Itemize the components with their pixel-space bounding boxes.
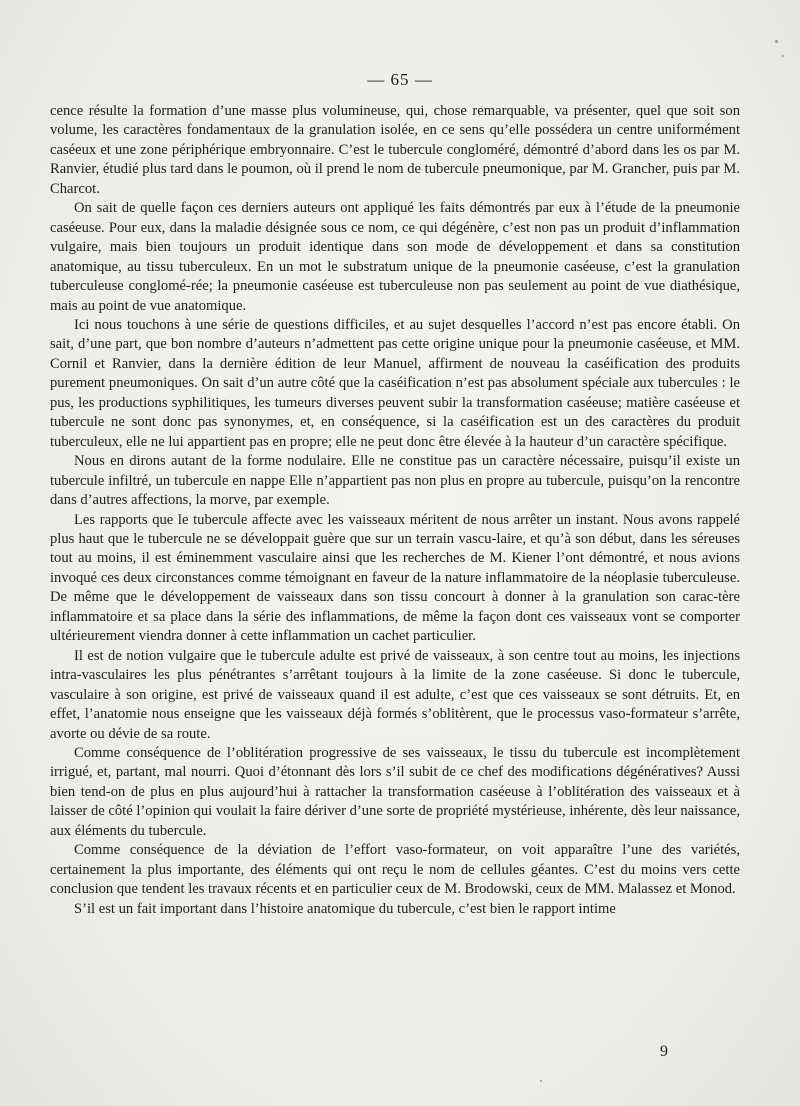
paragraph-7: Comme conséquence de l’oblitération progressive de ses vaisseaux, le tissu du tubercule est incomplètement irrigué, et, partant, mal nourri. Quoi d’étonnant dès lors s’il subit de ce chef des modifications dégénératives? Aussi bien tend-on de plus en plus aujourd’hui à rattacher la transformation caséeuse à l’oblitération des vaisseaux et à laisser de côté l’opinion qui voulait la faire dériver d’une sorte de propriété mystérieuse, inhérente, dès leur naissance, aux éléments du tubercule. — [50, 744, 740, 839]
paragraph-6: Il est de notion vulgaire que le tubercule adulte est privé de vaisseaux, à son centre tout au moins, les injections intra-vasculaires les plus pénétrantes s’arrêtant toujours à la limite de la zone caséeuse. Si donc le tubercule, vasculaire à son origine, est privé de vaisseaux quand il est adulte, c’est que ces vaisseaux se sont détruits. Et, en effet, l’anatomie nous enseigne que les vaisseaux déjà formés s’oblitèrent, que le processus vaso-formateur s’arrête, avorte ou dévie de sa route. — [50, 647, 740, 742]
body-text — [50, 102, 740, 919]
paragraph-1: cence résulte la formation d’une masse plus volumineuse, qui, chose remarquable, va présenter, quel que soit son volume, les caractères fondamentaux de la granulation isolée, en ce sens qu’elle possédera un centre uniformément caséeux et une zone périphérique embryonnaire. C’est le tubercule congloméré, démontré d’abord dans les os par M. Ranvier, étudié plus tard dans le poumon, où il prend le nom de tubercule pneumonique, par M. Grancher, puis par M. Charcot. — [50, 103, 740, 197]
paragraph-3: Ici nous touchons à une série de questions difficiles, et au sujet desquelles l’accord n’est pas encore établi. On sait, d’une part, que bon nombre d’auteurs n’admettent pas cette origine unique pour la pneumonie caséeuse, et MM. Cornil et Ranvier, dans la dernière édition de leur Manuel, affirment de nouveau la caséification des produits purement pneumoniques. On sait d’un autre côté que la caséification n’est pas absolument spéciale aux tubercules : le pus, les productions syphilitiques, les tumeurs diverses peuvent subir la transformation caséeuse; matière caséeuse et tubercule ne sont donc pas synonymes, et, en conséquence, si la caséification est un des caractères du produit tuberculeux, elle ne lui appartient pas en propre; elle ne peut donc être élevée à la hauteur d’un caractère spécifique. — [50, 316, 740, 450]
paper-speck — [782, 55, 784, 57]
signature-mark: 9 — [660, 1043, 668, 1060]
paper-speck — [775, 40, 778, 43]
paragraph-5: Les rapports que le tubercule affecte avec les vaisseaux méritent de nous arrêter un instant. Nous avons rappelé plus haut que le tubercule ne se développait guère que sur un terrain vascu-laire, et qu’à son début, dans les séreuses tout au moins, il est éminemment vasculaire ainsi que les recherches de M. Kiener l’ont démontré, et nous avions invoqué ces deux circonstances comme témoignant en faveur de la nature inflammatoire de la néoplasie tuberculeuse. De même que le développement de vaisseaux dans son tissu concourt à donner à la granulation son carac-tère inflammatoire et sa place dans la série des inflammations, de même la façon dont ces vaisseaux vont se comporter ultérieurement viendra donner à cette inflammation un cachet particulier. — [50, 511, 740, 645]
paper-speck — [540, 1080, 542, 1082]
page-number: — 65 — — [367, 70, 433, 89]
paragraph-4: Nous en dirons autant de la forme nodulaire. Elle ne constitue pas un caractère nécessaire, puisqu’il existe un tubercule infiltré, un tubercule en nappe Elle n’appartient pas non plus en propre au tubercule, puisqu’on la rencontre dans d’autres affections, la morve, par exemple. — [50, 453, 740, 509]
paragraph-9: S’il est un fait important dans l’histoire anatomique du tubercule, c’est bien le rapport intime — [74, 900, 616, 917]
paragraph-2: On sait de quelle façon ces derniers auteurs ont appliqué les faits démontrés par eux à l’étude de la pneumonie caséeuse. Pour eux, dans la maladie désignée sous ce nom, ce qui dégénère, c’est non pas un produit d’inflammation vulgaire, mais bien toujours un produit identique dans son mode de développement et dans sa constitution anatomique, au tissu tuberculeux. En un mot le substratum unique de la pneumonie caséeuse, c’est la granulation tuberculeuse conglomé-rée; la pneumonie caséeuse est tuberculeuse non pas seulement au point de vue diathésique, mais au point de vue anatomique. — [50, 200, 740, 314]
paragraph-8: Comme conséquence de la déviation de l’effort vaso-formateur, on voit apparaître l’une des variétés, certainement la plus importante, des éléments qui ont reçu le nom de cellules géantes. C’est du moins vers cette conclusion que tendent les travaux récents et en particulier ceux de M. Brodowski, ceux de MM. Malassez et Monod. — [50, 842, 740, 898]
